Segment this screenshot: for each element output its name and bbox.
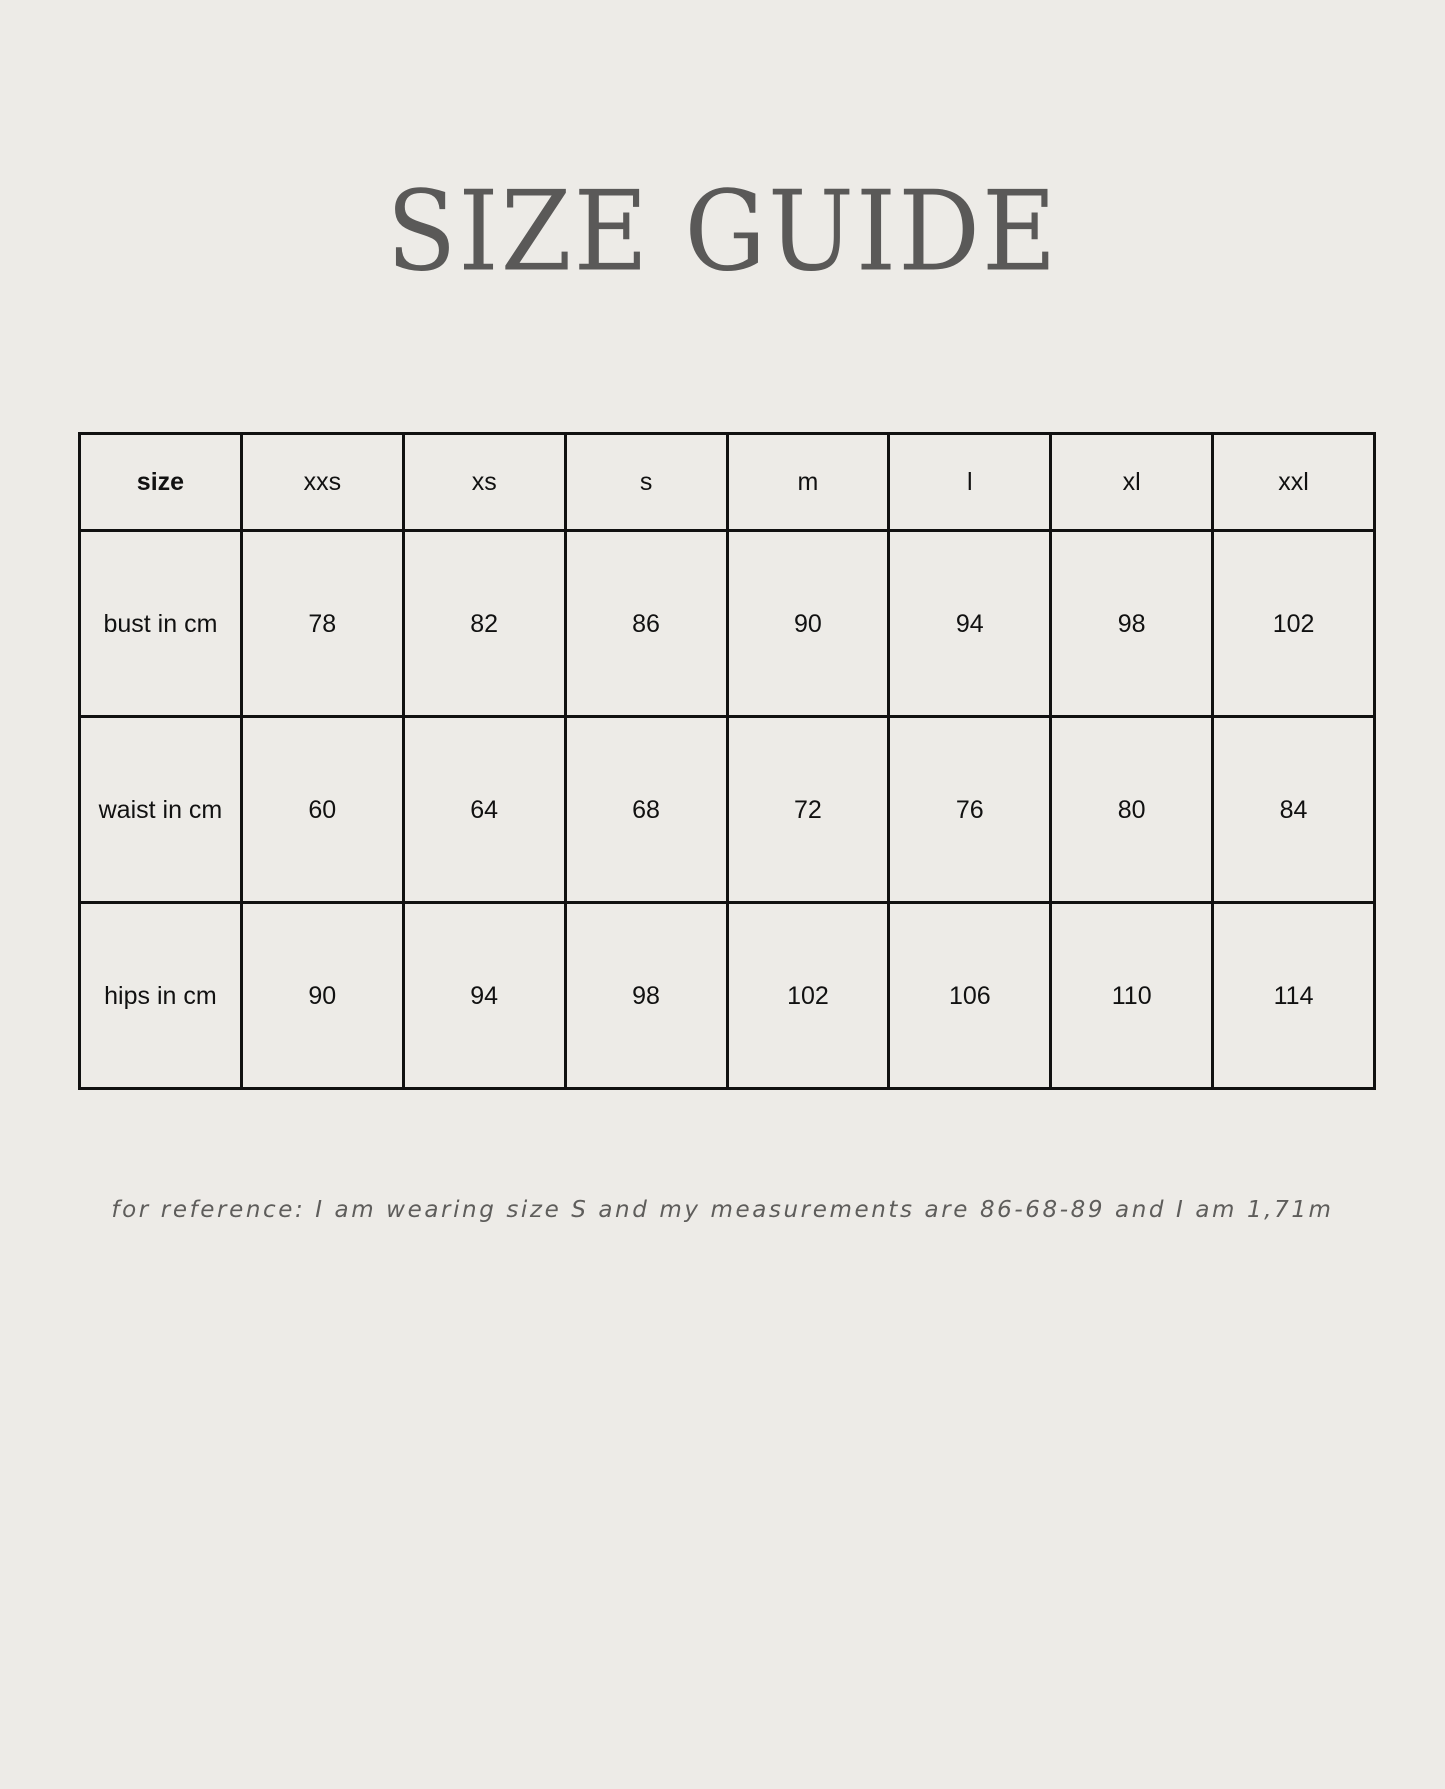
table-cell: 60 — [241, 717, 403, 903]
table-cell: 86 — [565, 531, 727, 717]
table-cell: 64 — [403, 717, 565, 903]
size-header-xs: xs — [403, 434, 565, 531]
size-header-xxs: xxs — [241, 434, 403, 531]
table-cell: 106 — [889, 903, 1051, 1089]
table-row-waist — [80, 717, 1375, 903]
table-cell: 82 — [403, 531, 565, 717]
table-cell: 90 — [727, 531, 889, 717]
table-header-row — [80, 434, 1375, 531]
table-cell: 110 — [1051, 903, 1213, 1089]
row-label-waist: waist in cm — [80, 717, 242, 903]
row-label-hips: hips in cm — [80, 903, 242, 1089]
table-cell: 114 — [1213, 903, 1375, 1089]
table-cell: 68 — [565, 717, 727, 903]
table-cell: 76 — [889, 717, 1051, 903]
table-cell: 98 — [1051, 531, 1213, 717]
table-cell: 90 — [241, 903, 403, 1089]
table-row-hips — [80, 903, 1375, 1089]
table-cell: 94 — [889, 531, 1051, 717]
page-title: SIZE GUIDE — [386, 168, 1059, 297]
table-corner-header: size — [80, 434, 242, 531]
table-cell: 84 — [1213, 717, 1375, 903]
reference-note: for reference: I am wearing size S and my measurements are 86-68-89 and I am 1,71m — [111, 1197, 1334, 1223]
table-cell: 78 — [241, 531, 403, 717]
table-cell: 94 — [403, 903, 565, 1089]
size-header-xxl: xxl — [1213, 434, 1375, 531]
size-header-xl: xl — [1051, 434, 1213, 531]
size-header-s: s — [565, 434, 727, 531]
row-label-bust: bust in cm — [80, 531, 242, 717]
table-cell: 80 — [1051, 717, 1213, 903]
table-cell: 102 — [1213, 531, 1375, 717]
size-header-m: m — [727, 434, 889, 531]
table-row-bust — [80, 531, 1375, 717]
size-table — [78, 432, 1376, 1090]
table-cell: 72 — [727, 717, 889, 903]
table-cell: 102 — [727, 903, 889, 1089]
table-cell: 98 — [565, 903, 727, 1089]
size-header-l: l — [889, 434, 1051, 531]
